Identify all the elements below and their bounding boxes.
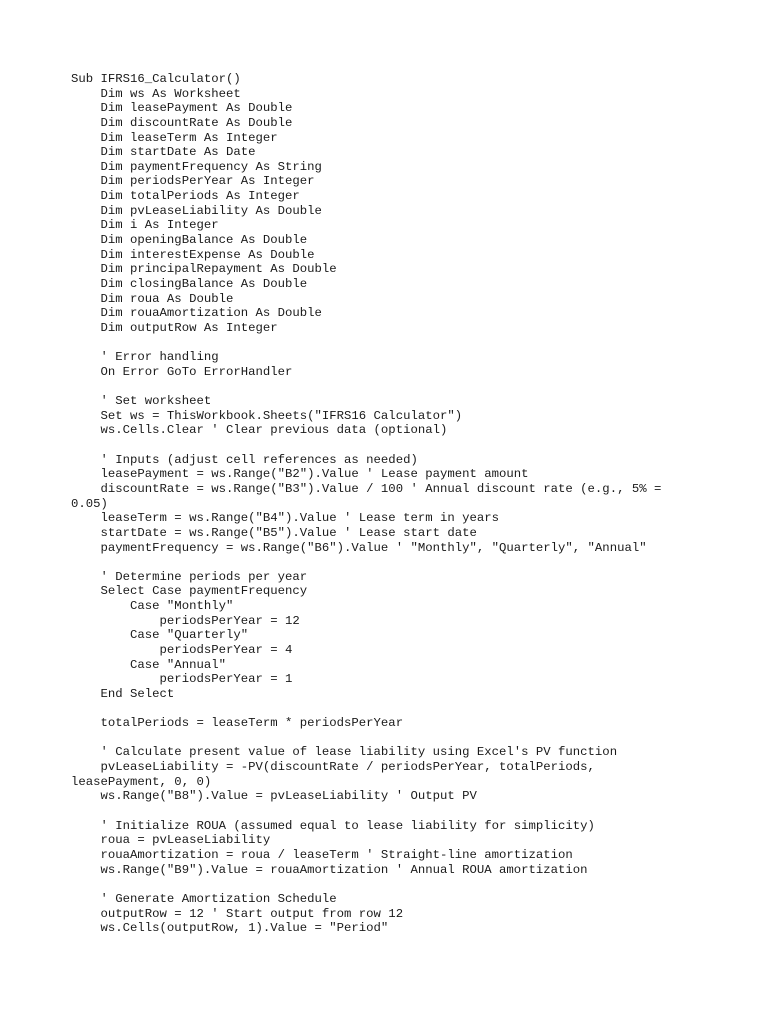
code-line: ws.Cells.Clear ' Clear previous data (optional) <box>71 423 448 438</box>
code-line: Dim discountRate As Double <box>71 115 293 130</box>
code-line: Dim totalPeriods As Integer <box>71 189 300 204</box>
code-line: Dim pvLeaseLiability As Double <box>71 203 322 218</box>
code-line: periodsPerYear = 12 <box>71 613 300 628</box>
code-line <box>71 379 691 394</box>
code-line: Sub IFRS16_Calculator() <box>71 72 241 86</box>
code-line: Case "Monthly" <box>71 599 234 614</box>
code-line: leaseTerm = ws.Range("B4").Value ' Lease term in years <box>71 511 500 526</box>
code-line <box>71 702 691 717</box>
code-line <box>71 336 691 351</box>
code-line: outputRow = 12 ' Start output from row 12 <box>71 906 404 921</box>
code-line: ' Determine periods per year <box>71 569 308 584</box>
code-line: paymentFrequency = ws.Range("B6").Value ' "Monthly", "Quarterly", "Annual" <box>71 540 647 555</box>
code-line: Dim openingBalance As Double <box>71 233 308 248</box>
code-line: Case "Annual" <box>71 657 226 672</box>
code-line: Dim rouaAmortization As Double <box>71 306 322 321</box>
code-line: ' Initialize ROUA (assumed equal to lease liability for simplicity) <box>71 818 595 833</box>
code-line: roua = pvLeaseLiability <box>71 833 271 848</box>
code-line: ws.Range("B9").Value = rouaAmortization ' Annual ROUA amortization <box>71 862 588 877</box>
code-line: ws.Cells(outputRow, 1).Value = "Period" <box>71 921 389 936</box>
code-line: Dim paymentFrequency As String <box>71 159 322 174</box>
code-line: Dim startDate As Date <box>71 145 256 160</box>
code-line: ' Set worksheet <box>71 394 212 409</box>
code-line: ws.Range("B8").Value = pvLeaseLiability ' Output PV <box>71 789 477 804</box>
code-line <box>71 438 691 453</box>
code-line: Dim closingBalance As Double <box>71 276 308 291</box>
code-line: Dim interestExpense As Double <box>71 247 315 262</box>
code-line: Dim periodsPerYear As Integer <box>71 174 315 189</box>
code-line: leasePayment, 0, 0) <box>71 774 212 789</box>
code-line: discountRate = ws.Range("B3").Value / 100 ' Annual discount rate (e.g., 5% = <box>71 481 662 496</box>
code-line: End Select <box>71 686 175 701</box>
code-line: Dim outputRow As Integer <box>71 320 278 335</box>
code-line <box>71 804 691 819</box>
code-line: ' Generate Amortization Schedule <box>71 891 337 906</box>
code-line: leasePayment = ws.Range("B2").Value ' Lease payment amount <box>71 467 529 482</box>
code-line: pvLeaseLiability = -PV(discountRate / periodsPerYear, totalPeriods, <box>71 760 595 775</box>
code-line: Dim roua As Double <box>71 291 234 306</box>
code-line: On Error GoTo ErrorHandler <box>71 364 293 379</box>
code-line: Case "Quarterly" <box>71 628 249 643</box>
code-line: ' Error handling <box>71 350 219 365</box>
code-line: Dim i As Integer <box>71 218 219 233</box>
code-line: periodsPerYear = 4 <box>71 642 293 657</box>
code-line: ' Inputs (adjust cell references as needed) <box>71 452 418 467</box>
code-line: Dim ws As Worksheet <box>71 86 241 101</box>
code-line: totalPeriods = leaseTerm * periodsPerYear <box>71 716 404 731</box>
code-line <box>71 555 691 570</box>
code-document <box>71 72 691 936</box>
code-line <box>71 731 691 746</box>
code-line: Dim leaseTerm As Integer <box>71 130 278 145</box>
code-line: periodsPerYear = 1 <box>71 672 293 687</box>
code-line: startDate = ws.Range("B5").Value ' Lease start date <box>71 525 477 540</box>
code-line: ' Calculate present value of lease liability using Excel's PV function <box>71 745 618 760</box>
code-line: rouaAmortization = roua / leaseTerm ' Straight-line amortization <box>71 847 573 862</box>
code-line <box>71 877 691 892</box>
code-line: Set ws = ThisWorkbook.Sheets("IFRS16 Calculator") <box>71 408 463 423</box>
code-line: 0.05) <box>71 496 108 511</box>
code-line: Select Case paymentFrequency <box>71 584 308 599</box>
code-line: Dim principalRepayment As Double <box>71 262 337 277</box>
code-line: Dim leasePayment As Double <box>71 101 293 116</box>
